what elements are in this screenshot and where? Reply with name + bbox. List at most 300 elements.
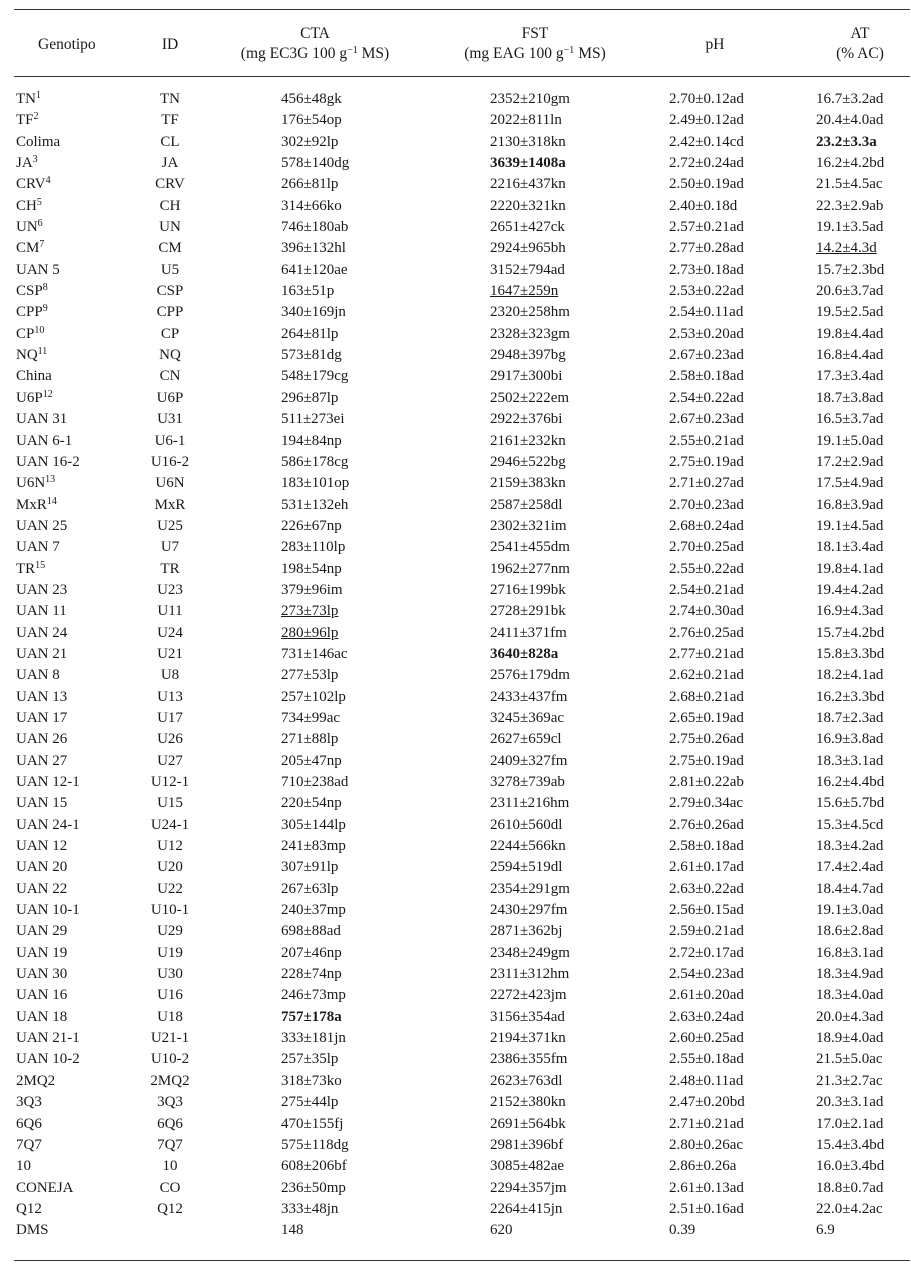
cell-fst xyxy=(490,644,558,665)
cell-ph xyxy=(669,943,744,964)
cell-id xyxy=(140,601,200,622)
cell-value: 2.48±0.11ad xyxy=(669,1072,744,1089)
cell-cta xyxy=(281,1007,342,1028)
cell-ph xyxy=(669,132,744,153)
cell-value: UAN 10-2 xyxy=(16,1051,80,1068)
footnote-marker: 13 xyxy=(45,474,56,486)
cell-genotipo xyxy=(16,153,38,174)
table-row xyxy=(0,1156,911,1177)
cell-ph xyxy=(669,729,744,750)
cell-ph xyxy=(669,174,744,195)
cell-id xyxy=(140,473,200,494)
cell-value: 17.5±4.9ad xyxy=(816,475,884,492)
header-at-title: AT xyxy=(850,25,870,42)
cell-cta xyxy=(281,623,338,644)
cell-at xyxy=(816,687,884,708)
cell-fst xyxy=(490,815,562,836)
cell-value: U5 xyxy=(160,261,180,278)
table-row xyxy=(0,857,911,878)
cell-value: 2.72±0.24ad xyxy=(669,155,744,172)
cell-value: 20.3±3.1ad xyxy=(816,1094,884,1111)
cell-cta xyxy=(281,1135,349,1156)
cell-value: 2.71±0.27ad xyxy=(669,475,744,492)
cell-ph xyxy=(669,1199,744,1220)
cell-genotipo xyxy=(16,516,67,537)
table-row xyxy=(0,1049,911,1070)
cell-at xyxy=(816,985,883,1006)
table-row xyxy=(0,644,911,665)
cell-value: 198±54np xyxy=(281,560,342,577)
cell-ph xyxy=(669,601,744,622)
cell-value: 340±169jn xyxy=(281,304,346,321)
cell-value: 2161±232kn xyxy=(490,432,566,449)
cell-ph xyxy=(669,324,744,345)
footnote-marker: 14 xyxy=(46,495,57,507)
cell-value: 2.81±0.22ab xyxy=(669,774,744,790)
cell-value: 2917±300bi xyxy=(490,368,563,385)
cell-ph xyxy=(669,580,744,601)
cell-value: CH xyxy=(159,197,181,214)
cell-value: 18.7±3.8ad xyxy=(816,389,884,406)
cell-id xyxy=(140,1199,200,1220)
cell-genotipo xyxy=(16,1092,42,1113)
cell-value: 2.54±0.11ad xyxy=(669,304,744,321)
cell-value: 19.1±3.5ad xyxy=(816,219,884,236)
cell-ph xyxy=(669,409,744,430)
cell-genotipo xyxy=(16,409,67,430)
header-ph: pH xyxy=(705,36,725,53)
cell-value: 2.65±0.19ad xyxy=(669,709,744,726)
cell-value: JA xyxy=(16,155,33,172)
cell-cta xyxy=(281,174,338,195)
cell-value: U7 xyxy=(160,539,180,556)
cell-value: 226±67np xyxy=(281,517,342,534)
cell-value: 2152±380kn xyxy=(490,1094,566,1111)
cell-genotipo xyxy=(16,196,42,217)
cell-value: U6P xyxy=(16,389,43,406)
cell-fst xyxy=(490,943,570,964)
table-row xyxy=(0,687,911,708)
cell-id xyxy=(140,943,200,964)
cell-genotipo xyxy=(16,985,67,1006)
cell-value: U30 xyxy=(157,966,183,983)
cell-value: UAN 27 xyxy=(16,752,68,769)
footnote-marker: 9 xyxy=(42,303,48,315)
cell-value: 2302±321im xyxy=(490,517,567,534)
cell-id xyxy=(140,793,200,814)
cell-value: 2.61±0.17ad xyxy=(669,859,744,876)
cell-cta xyxy=(281,985,346,1006)
cell-value: 7Q7 xyxy=(157,1136,183,1153)
cell-cta xyxy=(281,431,342,452)
cell-fst xyxy=(490,1220,513,1241)
cell-value: MxR xyxy=(154,496,186,513)
cell-fst xyxy=(490,217,565,238)
cell-value: 148 xyxy=(281,1222,304,1239)
cell-value: U25 xyxy=(157,517,183,534)
cell-id xyxy=(140,857,200,878)
cell-value: 205±47np xyxy=(281,752,342,769)
cell-ph xyxy=(669,153,744,174)
cell-value: UAN 31 xyxy=(16,411,68,428)
cell-genotipo xyxy=(16,1220,49,1241)
cell-cta xyxy=(281,324,338,345)
cell-value: 21.3±2.7ac xyxy=(816,1072,883,1089)
cell-at xyxy=(816,836,883,857)
cell-id xyxy=(140,409,200,430)
cell-value: 3Q3 xyxy=(16,1094,42,1111)
cell-genotipo xyxy=(16,623,67,644)
cell-fst xyxy=(490,751,567,772)
table-row xyxy=(0,708,911,729)
header-at xyxy=(820,24,900,64)
cell-ph xyxy=(669,644,744,665)
cell-ph xyxy=(669,793,743,814)
cell-cta xyxy=(281,772,348,793)
cell-cta xyxy=(281,559,342,580)
cell-genotipo xyxy=(16,751,67,772)
cell-value: 18.7±2.3ad xyxy=(816,709,884,726)
cell-value: U16-2 xyxy=(150,453,190,470)
cell-value: 2.75±0.19ad xyxy=(669,752,744,769)
cell-value: UAN 30 xyxy=(16,966,68,983)
cell-fst xyxy=(490,601,566,622)
cell-genotipo xyxy=(16,281,48,302)
cell-ph xyxy=(669,1220,695,1241)
cell-value: 2.68±0.24ad xyxy=(669,517,744,534)
cell-value: UAN 13 xyxy=(16,688,68,705)
cell-cta xyxy=(281,921,341,942)
cell-value: 241±83mp xyxy=(281,838,346,855)
cell-at xyxy=(816,260,884,281)
cell-value: 2.50±0.19ad xyxy=(669,176,744,193)
cell-fst xyxy=(490,89,570,110)
cell-value: 2.58±0.18ad xyxy=(669,368,744,385)
cell-value: 2.54±0.21ad xyxy=(669,581,744,598)
cell-value: 2433±437fm xyxy=(490,688,568,705)
cell-value: 2922±376bi xyxy=(490,411,563,428)
cell-value: 6Q6 xyxy=(157,1115,183,1132)
table-row xyxy=(0,537,911,558)
cell-fst xyxy=(490,921,562,942)
cell-fst xyxy=(490,1199,562,1220)
header-cta-unit: (mg EC3G 100 $g^{-1}$ MS) xyxy=(240,45,390,62)
cell-genotipo xyxy=(16,132,60,153)
cell-at xyxy=(816,708,883,729)
cell-fst xyxy=(490,985,567,1006)
cell-at xyxy=(816,281,883,302)
cell-ph xyxy=(669,687,744,708)
cell-value: 3639±1408a xyxy=(490,155,566,172)
cell-value: JA xyxy=(161,155,179,172)
table-row xyxy=(0,815,911,836)
cell-value: CO xyxy=(159,1179,181,1196)
cell-genotipo xyxy=(16,857,67,878)
cell-id xyxy=(140,1049,200,1070)
cell-value: 2.67±0.23ad xyxy=(669,411,744,428)
cell-value: TF xyxy=(16,112,34,129)
cell-genotipo xyxy=(16,217,43,238)
cell-fst xyxy=(490,537,570,558)
cell-cta xyxy=(281,964,342,985)
table-row xyxy=(0,1028,911,1049)
cell-value: 283±110lp xyxy=(281,539,346,556)
cell-value: 21.5±4.5ac xyxy=(816,176,883,193)
cell-value: 2594±519dl xyxy=(490,859,563,876)
cell-value: CONEJA xyxy=(16,1179,74,1196)
table-bottom-rule xyxy=(14,1260,910,1261)
cell-at xyxy=(816,132,877,153)
cell-value: 15.8±3.3bd xyxy=(816,645,885,662)
cell-value: 266±81lp xyxy=(281,176,339,193)
cell-ph xyxy=(669,921,744,942)
cell-value: 2MQ2 xyxy=(16,1072,56,1089)
cell-value: UAN 15 xyxy=(16,795,68,812)
cell-ph xyxy=(669,857,744,878)
cell-id xyxy=(140,302,200,323)
cell-value: 18.9±4.0ad xyxy=(816,1030,884,1047)
cell-ph xyxy=(669,623,744,644)
cell-value: 573±81dg xyxy=(281,347,342,364)
table-row xyxy=(0,943,911,964)
cell-value: 2.73±0.18ad xyxy=(669,261,744,278)
cell-value: CRV xyxy=(16,176,46,193)
cell-value: 2.42±0.14cd xyxy=(669,133,744,150)
cell-cta xyxy=(281,89,342,110)
cell-cta xyxy=(281,345,342,366)
table-row xyxy=(0,580,911,601)
cell-value: UAN 6-1 xyxy=(16,432,73,449)
cell-value: 2.76±0.25ad xyxy=(669,624,744,641)
cell-fst xyxy=(490,345,566,366)
cell-fst xyxy=(490,388,569,409)
cell-value: UAN 5 xyxy=(16,261,60,278)
cell-value: DMS xyxy=(16,1222,49,1239)
cell-ph xyxy=(669,110,744,131)
cell-value: 19.8±4.4ad xyxy=(816,325,884,342)
cell-value: 3156±354ad xyxy=(490,1008,565,1025)
table-row xyxy=(0,1114,911,1135)
cell-value: 236±50mp xyxy=(281,1179,346,1196)
cell-at xyxy=(816,324,883,345)
cell-genotipo xyxy=(16,687,67,708)
cell-value: 18.6±2.8ad xyxy=(816,923,884,940)
cell-id xyxy=(140,964,200,985)
cell-value: 396±132hl xyxy=(281,240,346,257)
cell-ph xyxy=(669,1028,744,1049)
cell-genotipo xyxy=(16,110,39,131)
cell-value: 18.3±4.9ad xyxy=(816,966,884,983)
cell-value: 2.70±0.23ad xyxy=(669,496,744,513)
cell-value: 2.71±0.21ad xyxy=(669,1115,744,1132)
cell-value: UAN 11 xyxy=(16,603,67,620)
cell-value: U17 xyxy=(157,709,183,726)
cell-id xyxy=(140,1135,200,1156)
cell-at xyxy=(816,89,883,110)
cell-genotipo xyxy=(16,964,67,985)
cell-genotipo xyxy=(16,89,41,110)
table-row xyxy=(0,1220,911,1241)
cell-id xyxy=(140,644,200,665)
cell-value: U6P xyxy=(156,389,184,406)
cell-at xyxy=(816,580,883,601)
cell-value: 2.54±0.23ad xyxy=(669,966,744,983)
cell-value: U23 xyxy=(157,581,183,598)
cell-cta xyxy=(281,366,348,387)
cell-id xyxy=(140,516,200,537)
footnote-marker: 6 xyxy=(37,218,43,230)
cell-value: 734±99ac xyxy=(281,709,341,726)
cell-ph xyxy=(669,260,744,281)
cell-value: 641±120ae xyxy=(281,261,348,278)
cell-value: 2294±357jm xyxy=(490,1179,567,1196)
cell-cta xyxy=(281,1028,346,1049)
cell-genotipo xyxy=(16,1114,42,1135)
cell-value: U24-1 xyxy=(150,816,190,833)
cell-value: U27 xyxy=(157,752,183,769)
cell-value: 2354±291gm xyxy=(490,880,570,897)
cell-value: 0.39 xyxy=(669,1222,696,1239)
cell-value: 2651±427ck xyxy=(490,219,565,236)
cell-at xyxy=(816,1178,883,1199)
cell-value: UAN 25 xyxy=(16,517,68,534)
cell-value: 15.7±4.2bd xyxy=(816,624,885,641)
cell-genotipo xyxy=(16,345,47,366)
cell-cta xyxy=(281,879,338,900)
cell-id xyxy=(140,537,200,558)
cell-value: 698±88ad xyxy=(281,923,341,940)
cell-value: 2.56±0.15ad xyxy=(669,902,744,919)
cell-value: 2409±327fm xyxy=(490,752,568,769)
cell-value: UN xyxy=(16,219,38,236)
cell-fst xyxy=(490,153,566,174)
cell-value: 757±178a xyxy=(281,1008,342,1025)
cell-genotipo xyxy=(16,559,45,580)
table-row xyxy=(0,879,911,900)
cell-cta xyxy=(281,1049,338,1070)
cell-value: 2MQ2 xyxy=(150,1072,190,1089)
cell-id xyxy=(140,281,200,302)
cell-value: UAN 21 xyxy=(16,645,68,662)
cell-value: 2348±249gm xyxy=(490,944,570,961)
cell-id xyxy=(140,366,200,387)
cell-value: 16.2±4.4bd xyxy=(816,774,885,790)
cell-ph xyxy=(669,559,744,580)
cell-value: U10-1 xyxy=(150,902,190,919)
cell-fst xyxy=(490,1049,567,1070)
cell-value: CL xyxy=(160,133,180,150)
cell-value: 19.4±4.2ad xyxy=(816,581,884,598)
cell-genotipo xyxy=(16,1199,42,1220)
cell-genotipo xyxy=(16,772,80,793)
cell-value: 15.4±3.4bd xyxy=(816,1136,885,1153)
cell-value: 2328±323gm xyxy=(490,325,570,342)
table-row xyxy=(0,665,911,686)
cell-value: 710±238ad xyxy=(281,774,349,790)
cell-at xyxy=(816,1049,883,1070)
cell-value: 176±54op xyxy=(281,112,342,129)
cell-value: Q12 xyxy=(157,1200,183,1217)
table-row xyxy=(0,921,911,942)
cell-cta xyxy=(281,1199,338,1220)
cell-value: 2.40±0.18d xyxy=(669,197,738,214)
cell-cta xyxy=(281,1220,304,1241)
cell-value: 2541±455dm xyxy=(490,539,570,556)
cell-fst xyxy=(490,132,566,153)
cell-value: 280±96lp xyxy=(281,624,339,641)
cell-value: 15.3±4.5cd xyxy=(816,816,884,833)
cell-value: UAN 22 xyxy=(16,880,68,897)
cell-ph xyxy=(669,708,744,729)
cell-at xyxy=(816,1114,883,1135)
cell-at xyxy=(816,495,883,516)
cell-ph xyxy=(669,366,744,387)
cell-value: 15.7±2.3bd xyxy=(816,261,885,278)
cell-cta xyxy=(281,537,345,558)
cell-at xyxy=(816,238,877,259)
cell-cta xyxy=(281,708,340,729)
cell-value: 2311±216hm xyxy=(490,795,570,812)
cell-at xyxy=(816,623,884,644)
cell-value: 3278±739ab xyxy=(490,774,565,790)
cell-ph xyxy=(669,516,744,537)
cell-ph xyxy=(669,537,744,558)
cell-at xyxy=(816,1156,884,1177)
cell-genotipo xyxy=(16,495,57,516)
cell-value: 2.77±0.28ad xyxy=(669,240,744,257)
cell-id xyxy=(140,260,200,281)
cell-value: 2.55±0.22ad xyxy=(669,560,744,577)
cell-value: UAN 16 xyxy=(16,987,68,1004)
cell-at xyxy=(816,388,883,409)
table-row xyxy=(0,409,911,430)
cell-value: 2411±371fm xyxy=(490,624,567,641)
cell-value: U13 xyxy=(157,688,183,705)
cell-value: 277±53lp xyxy=(281,667,339,684)
cell-id xyxy=(140,665,200,686)
cell-ph xyxy=(669,665,744,686)
cell-value: 194±84np xyxy=(281,432,342,449)
cell-cta xyxy=(281,473,349,494)
table-row xyxy=(0,110,911,131)
cell-fst xyxy=(490,665,570,686)
footnote-marker: 15 xyxy=(35,559,46,571)
cell-value: 14.2±4.3d xyxy=(816,240,877,257)
cell-value: 18.3±4.2ad xyxy=(816,838,884,855)
cell-value: U6N xyxy=(16,475,46,492)
cell-fst xyxy=(490,687,567,708)
table-row xyxy=(0,1199,911,1220)
cell-value: China xyxy=(16,368,52,385)
cell-value: TN xyxy=(160,91,180,107)
cell-value: 2264±415jn xyxy=(490,1200,563,1217)
footnote-marker: 12 xyxy=(42,388,53,400)
cell-value: 2.54±0.22ad xyxy=(669,389,744,406)
cell-value: U18 xyxy=(157,1008,183,1025)
table-row xyxy=(0,836,911,857)
cell-cta xyxy=(281,900,346,921)
cell-value: 2.67±0.23ad xyxy=(669,347,744,364)
cell-value: 2311±312hm xyxy=(490,966,570,983)
table-row xyxy=(0,751,911,772)
cell-id xyxy=(140,1114,200,1135)
cell-genotipo xyxy=(16,921,67,942)
cell-value: 3085±482ae xyxy=(490,1158,565,1175)
cell-value: 2.80±0.26ac xyxy=(669,1136,744,1153)
cell-value: 275±44lp xyxy=(281,1094,339,1111)
cell-id xyxy=(140,708,200,729)
cell-value: 10 xyxy=(16,1158,31,1175)
